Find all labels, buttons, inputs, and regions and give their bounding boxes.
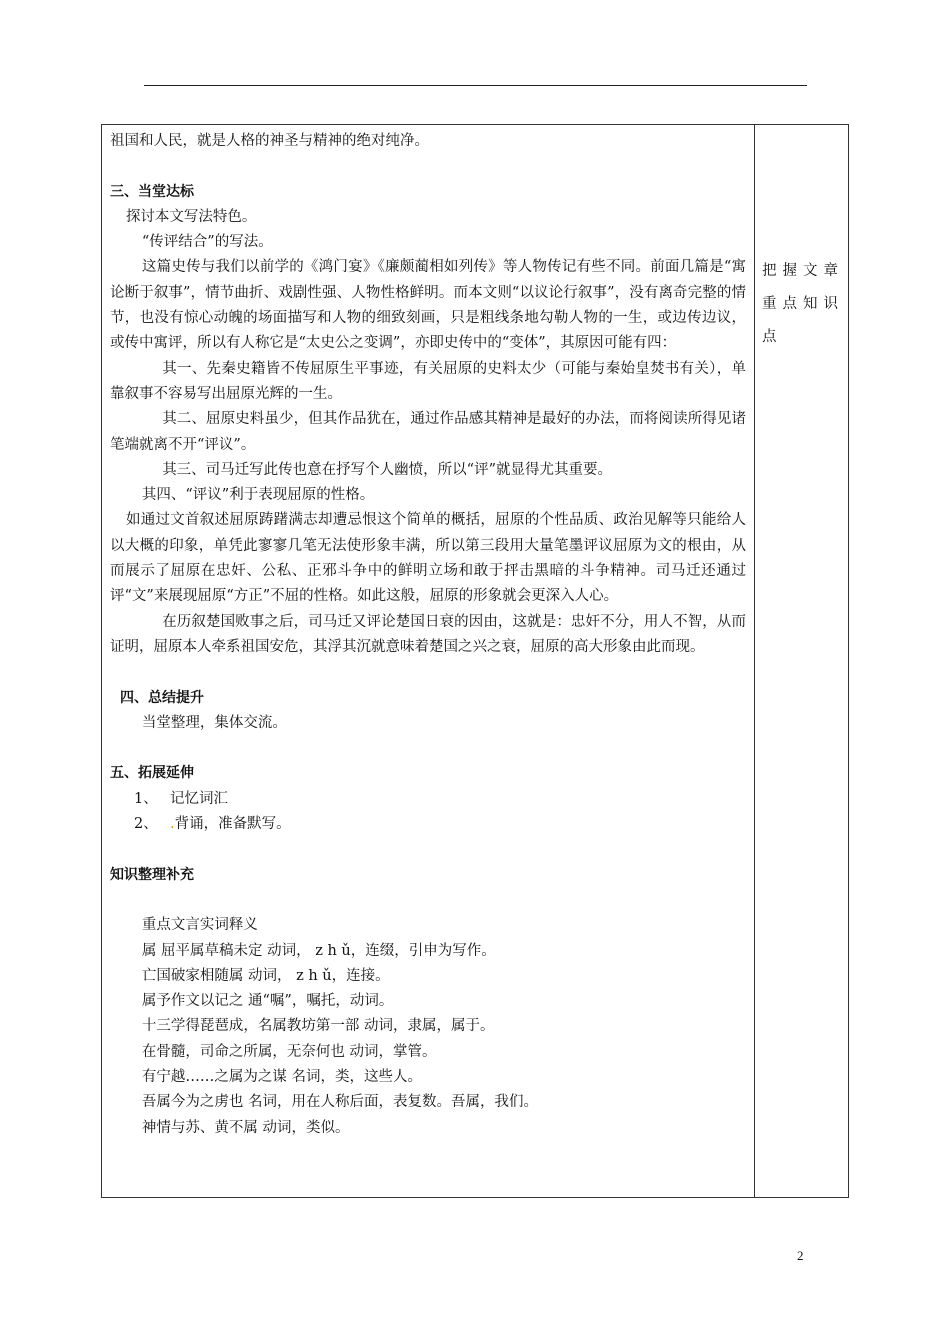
section-3-paragraph: 这篇史传与我们以前学的《鸿门宴》《廉颇蔺相如列传》等人物传记有些不同。前面几篇是“寓论断于叙事”，情节曲折、戏剧性强、人物性格鲜明。而本文则“以议论行叙事”，没有离奇完整的情节，也没有惊心动魄的场面描写和人物的细致刻画，只是粗线条地勾勒人物的一生，或边传边议，或传中寓评，所以有人称它是“太史公之变调”，亦即史传中的“变体”，其原因可能有四： (110, 259, 746, 352)
vocab-heading: 重点文言实词释义 (141, 917, 258, 934)
reason-1: 其一、先秦史籍皆不传屈原生平事迹，有关屈原的史料太少（可能与秦始皇焚书有关），单靠叙事不容易写出屈原光辉的一生。 (110, 360, 746, 402)
knowledge-heading: 知识整理补充 (110, 866, 194, 883)
vocab-entry: 在骨髓，司命之所属，无奈何也 动词，掌管。 (141, 1043, 437, 1060)
continuation-text: 祖国和人民，就是人格的神圣与精神的绝对纯净。 (110, 133, 429, 149)
vocab-entry: 十三学得琵琶成，名属教坊第一部 动词，隶属，属于。 (141, 1018, 495, 1035)
vocab-entry: 亡国破家相随属 动词， z h ǔ，连接。 (141, 967, 390, 984)
vocab-entry: 吾属今为之虏也 名词，用在人称后面，表复数。吾属，我们。 (141, 1094, 538, 1111)
vocab-entry: 有宁越……之属为之谋 名词，类，这些人。 (141, 1068, 422, 1085)
side-note: 把握文章重点知识点 (762, 263, 844, 345)
lesson-table (101, 124, 849, 1198)
vocab-entry: 属予作文以记之 通“嘱”，嘱托，动词。 (141, 993, 394, 1010)
list-marker-dot: . (170, 816, 175, 833)
section-3-heading: 三、当堂达标 (110, 183, 194, 200)
analysis-paragraph-1: 如通过文首叙述屈原踌躇满志却遭忌恨这个简单的概括，屈原的个性品质、政治见解等只能给人以大概的印象，单凭此寥寥几笔无法使形象丰满，所以第三段用大量笔墨评议屈原为文的根由，从而展示了屈原在忠奸、公私、正邪斗争中的鲜明立场和敢于抨击黑暗的斗争精神。司马迁还通过评“文”来展现屈原“方正”不屈的性格。如此这般，屈原的形象就会更深入人心。 (110, 512, 746, 605)
reason-4: 其四、“评议”利于表现屈原的性格。 (141, 487, 375, 504)
page-number: 2 (797, 1248, 804, 1263)
reason-3: 其三、司马迁写此传也意在抒写个人幽愤，所以“评”就显得尤其重要。 (162, 461, 613, 478)
header-rule (144, 85, 807, 86)
list-text: 背诵，准备默写。 (174, 816, 291, 833)
vocab-entry: 属 屈平属草稿未定 动词， z h ǔ，连缀，引申为写作。 (141, 942, 496, 959)
section-3-task: 探讨本文写法特色。 (125, 208, 257, 225)
vocab-entry: 神情与苏、黄不属 动词，类似。 (141, 1119, 350, 1136)
section-4-text: 当堂整理，集体交流。 (141, 714, 287, 731)
section-4-heading: 四、总结提升 (120, 689, 204, 706)
analysis-paragraph-2: 在历叙楚国败事之后，司马迁又评论楚国日衰的因由，这就是：忠奸不分，用人不智，从而证明，屈原本人牵系祖国安危，其浮其沉就意味着楚国之兴之衰，屈原的高大形象由此而现。 (110, 613, 746, 655)
section-5-heading: 五、拓展延伸 (110, 765, 194, 782)
extension-item-1 (110, 787, 746, 812)
reason-2: 其二、屈原史料虽少，但其作品犹在，通过作品感其精神是最好的办法，而将阅读所得见诸笔端就离不开“评议”。 (110, 411, 746, 453)
section-3-subheading: “传评结合”的写法。 (141, 234, 273, 251)
list-number: 2、 (134, 816, 158, 833)
extension-item-2 (110, 812, 746, 837)
list-text: 记忆词汇 (170, 790, 228, 807)
column-divider (754, 125, 755, 1197)
list-number: 1、 (134, 790, 158, 807)
main-content (110, 129, 746, 1141)
